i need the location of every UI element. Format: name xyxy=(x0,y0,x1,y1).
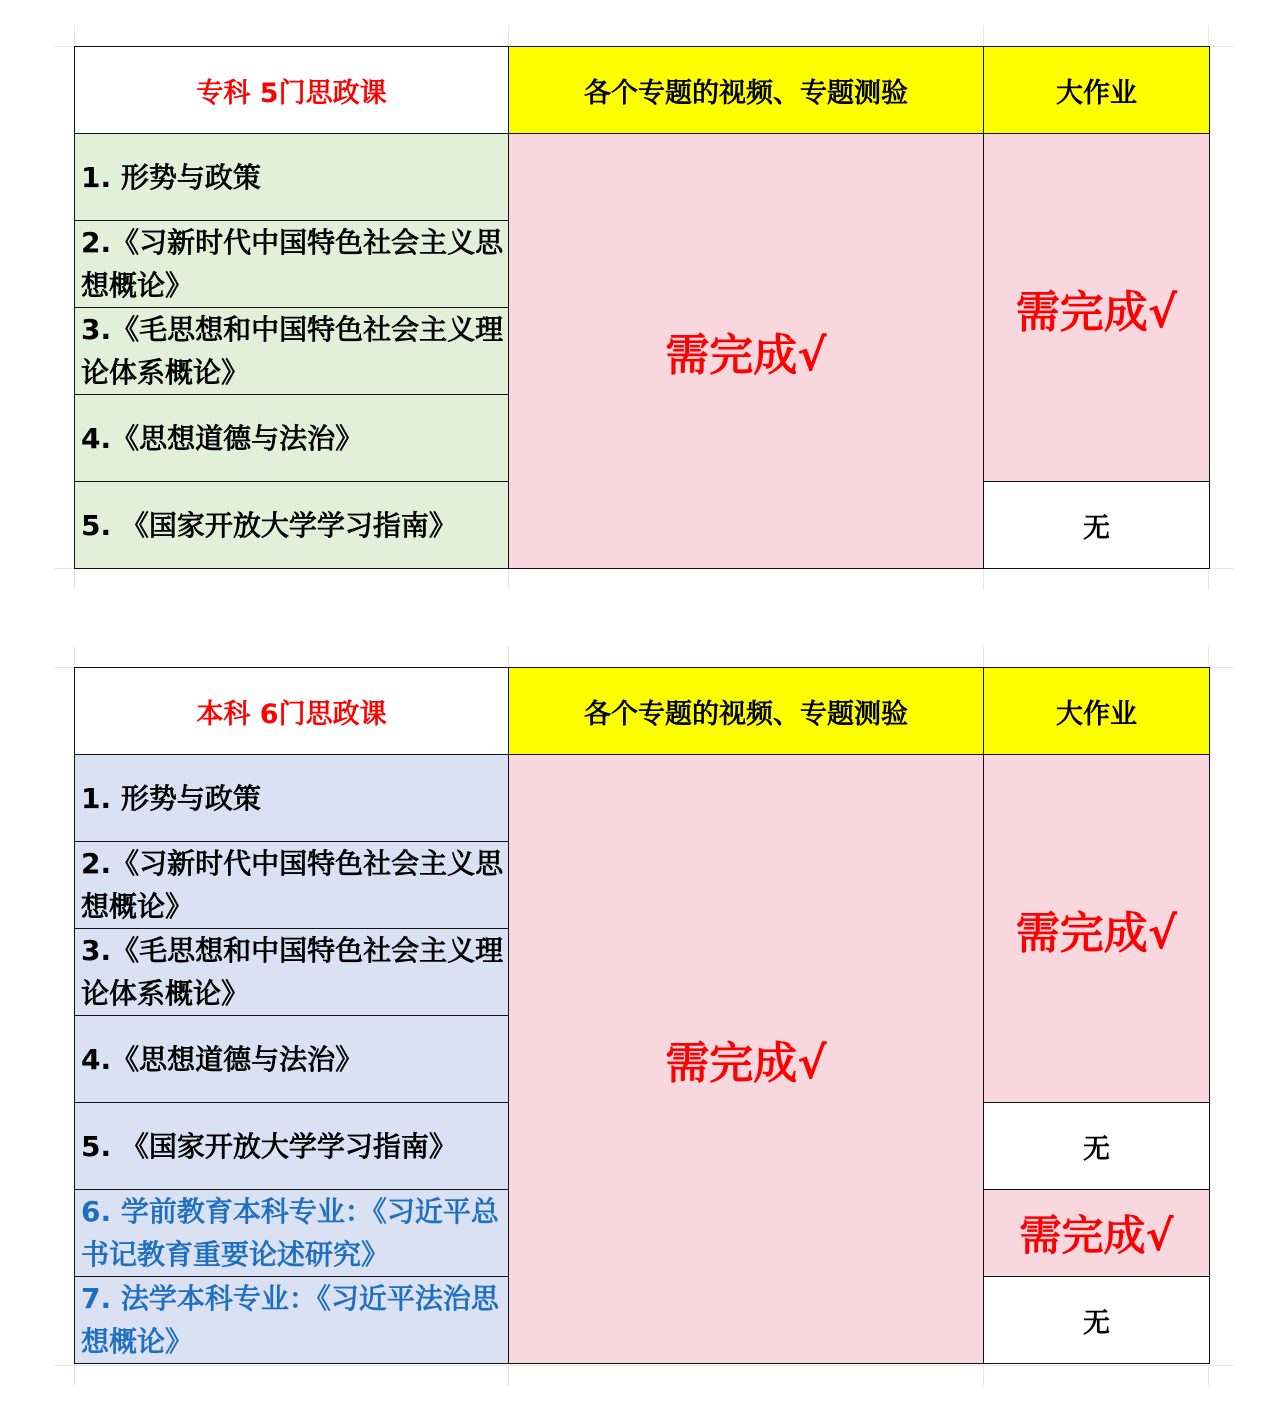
assignment-status-cell[interactable]: 需完成√ xyxy=(984,1190,1210,1277)
course-name-cell[interactable]: 5. 《国家开放大学学习指南》 xyxy=(75,482,509,569)
assignment-status-cell[interactable]: 需完成√ xyxy=(984,134,1210,482)
video-quiz-header[interactable]: 各个专题的视频、专题测验 xyxy=(509,668,984,755)
benke-course-table xyxy=(74,667,1210,1364)
assignment-status-cell[interactable]: 无 xyxy=(984,1103,1210,1190)
sheet-gridline xyxy=(54,1365,1234,1366)
course-name-cell[interactable]: 4.《思想道德与法治》 xyxy=(75,1016,509,1103)
course-name-cell[interactable]: 2.《习新时代中国特色社会主义思想概论》 xyxy=(75,842,509,929)
video-quiz-header[interactable]: 各个专题的视频、专题测验 xyxy=(509,47,984,134)
course-name-cell[interactable]: 4.《思想道德与法治》 xyxy=(75,395,509,482)
video-quiz-status-cell[interactable]: 需完成√ xyxy=(509,134,984,569)
assignment-header[interactable]: 大作业 xyxy=(984,668,1210,755)
table-title[interactable]: 专科 5门思政课 xyxy=(75,47,509,134)
table-row xyxy=(75,134,1210,221)
course-name-cell[interactable]: 6. 学前教育本科专业：《习近平总书记教育重要论述研究》 xyxy=(75,1190,509,1277)
assignment-status-cell[interactable]: 无 xyxy=(984,1277,1210,1364)
assignment-status-cell[interactable]: 需完成√ xyxy=(984,755,1210,1103)
table-header-row xyxy=(75,47,1210,134)
assignment-header[interactable]: 大作业 xyxy=(984,47,1210,134)
course-name-cell[interactable]: 1. 形势与政策 xyxy=(75,755,509,842)
table-header-row xyxy=(75,668,1210,755)
zhuanke-course-table xyxy=(74,46,1210,569)
course-name-cell[interactable]: 5. 《国家开放大学学习指南》 xyxy=(75,1103,509,1190)
course-name-cell[interactable]: 7. 法学本科专业：《习近平法治思想概论》 xyxy=(75,1277,509,1364)
table-row xyxy=(75,755,1210,842)
course-name-cell[interactable]: 2.《习新时代中国特色社会主义思想概论》 xyxy=(75,221,509,308)
course-name-cell[interactable]: 1. 形势与政策 xyxy=(75,134,509,221)
course-name-cell[interactable]: 3.《毛思想和中国特色社会主义理论体系概论》 xyxy=(75,308,509,395)
course-name-cell[interactable]: 3.《毛思想和中国特色社会主义理论体系概论》 xyxy=(75,929,509,1016)
video-quiz-status-cell[interactable]: 需完成√ xyxy=(509,755,984,1364)
table-title[interactable]: 本科 6门思政课 xyxy=(75,668,509,755)
assignment-status-cell[interactable]: 无 xyxy=(984,482,1210,569)
